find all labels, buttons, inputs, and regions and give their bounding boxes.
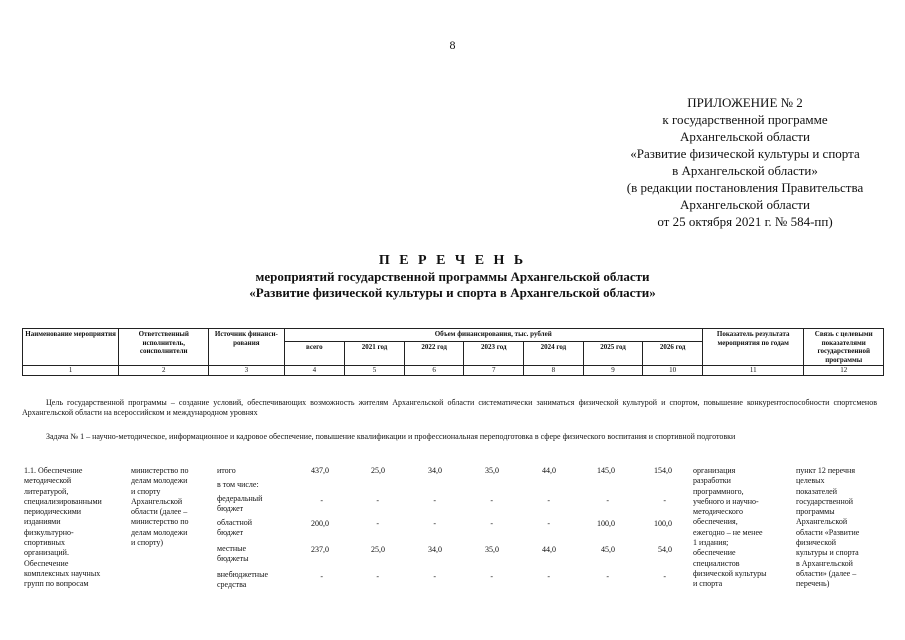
value-2024: 44,0 [542, 466, 556, 475]
value-2026: 154,0 [654, 466, 672, 475]
document-title [0, 252, 905, 301]
row-indicator-line: разработки [693, 476, 731, 486]
value-2024: - [547, 572, 550, 581]
value-2025: 145,0 [597, 466, 615, 475]
source-label: итого [217, 466, 236, 475]
value-2021: 25,0 [371, 466, 385, 475]
source-label: местные бюджеты [217, 544, 249, 564]
header-responsible: Ответственный исполнитель, соисполнители [119, 329, 209, 366]
row-indicator-line: физической культуры [693, 568, 767, 578]
row-link-line: в Архангельской [796, 558, 853, 568]
title-subtitle-2: «Развитие физической культуры и спорта в Архангельской области» [249, 285, 656, 300]
row-name-cell [24, 466, 119, 590]
value-2022: - [433, 519, 436, 528]
row-indicator-line: обеспечения, [693, 517, 738, 527]
row-indicator-line: учебного и научно- [693, 496, 759, 506]
row-indicator-cell [693, 466, 789, 590]
row-name-line: физкультурно- [24, 527, 74, 537]
header-total: всего [284, 342, 345, 366]
row-indicator-line: программного, [693, 486, 744, 496]
value-2023: 35,0 [485, 466, 499, 475]
row-responsible-line: Архангельской [131, 496, 183, 506]
column-number: 7 [464, 366, 524, 376]
value-2026: 100,0 [654, 519, 672, 528]
row-indicator-line: организация [693, 466, 736, 475]
table-header [22, 328, 884, 376]
column-number: 5 [345, 366, 405, 376]
row-name-line: спортивных [24, 538, 65, 548]
column-number: 9 [583, 366, 643, 376]
column-number: 8 [524, 366, 584, 376]
value-2024: 44,0 [542, 545, 556, 554]
value-2021: 25,0 [371, 545, 385, 554]
header-link: Связь с целевыми показателями государственной программы [804, 329, 884, 366]
title-main: П Е Р Е Ч Е Н Ь [378, 253, 527, 268]
program-goal [22, 398, 877, 418]
value-2026: - [663, 496, 666, 505]
column-number: 12 [804, 366, 884, 376]
appendix-line: от 25 октября 2021 г. № 584-пп) [657, 214, 833, 229]
row-responsible-line: и спорту [131, 486, 161, 496]
row-link-line: физической [796, 538, 836, 548]
value-2026: 54,0 [658, 545, 672, 554]
header-volume: Объем финансирования, тыс. рублей [284, 329, 702, 342]
source-label: внебюджетные средства [217, 570, 268, 590]
source-label: федеральный бюджет [217, 494, 263, 514]
row-link-line: Архангельской [796, 517, 848, 527]
row-name-line: комплексных научных [24, 568, 101, 578]
row-indicator-line: методического [693, 507, 744, 517]
value-2026: - [663, 572, 666, 581]
task-1 [22, 432, 877, 442]
value-2023: 35,0 [485, 545, 499, 554]
value-2021: - [376, 519, 379, 528]
row-name-line: периодическими [24, 507, 82, 517]
row-indicator-line: 1 издания; [693, 538, 729, 548]
value-total: - [320, 572, 323, 581]
column-number: 10 [643, 366, 703, 376]
appendix-line: в Архангельской области» [672, 163, 818, 178]
appendix-line: к государственной программе [662, 112, 828, 127]
value-total: 237,0 [311, 545, 329, 554]
row-name-line: Обеспечение [24, 558, 69, 568]
row-name-line: 1.1. Обеспечение [24, 466, 83, 475]
column-number: 3 [209, 366, 284, 376]
header-2026: 2026 год [643, 342, 703, 366]
value-2024: - [547, 519, 550, 528]
appendix-header [585, 94, 905, 230]
header-name: Наименование мероприятия [23, 329, 119, 366]
column-number: 6 [404, 366, 464, 376]
value-2023: - [490, 519, 493, 528]
row-link-line: целевых [796, 476, 825, 486]
value-2022: - [433, 496, 436, 505]
row-name-line: методической [24, 476, 72, 486]
page-number: 8 [449, 38, 456, 52]
source-label: областной бюджет [217, 518, 253, 538]
value-2024: - [547, 496, 550, 505]
row-responsible-line: делам молодежи [131, 476, 188, 486]
value-2025: - [606, 572, 609, 581]
value-2022: 34,0 [428, 545, 442, 554]
header-2023: 2023 год [464, 342, 524, 366]
value-2025: 100,0 [597, 519, 615, 528]
header-2025: 2025 год [583, 342, 643, 366]
row-name-line: литературой, [24, 486, 69, 496]
value-2023: - [490, 496, 493, 505]
header-2021: 2021 год [345, 342, 405, 366]
appendix-line: ПРИЛОЖЕНИЕ № 2 [687, 95, 803, 110]
row-responsible-line: делам молодежи [131, 527, 188, 537]
row-link-line: показателей [796, 486, 837, 496]
row-name-line: организаций. [24, 548, 69, 558]
row-responsible-cell [131, 466, 215, 548]
value-2021: - [376, 496, 379, 505]
row-indicator-line: ежегодно – не менее [693, 527, 763, 537]
appendix-line: (в редакции постановления Правительства [626, 180, 864, 195]
row-indicator-line: обеспечение [693, 548, 736, 558]
column-number: 2 [119, 366, 209, 376]
row-link-line: программы [796, 507, 835, 517]
title-subtitle-1: мероприятий государственной программы Архангельской области [255, 269, 650, 284]
row-link-line: пункт 12 перечня [796, 466, 856, 475]
row-responsible-line: и спорту) [131, 538, 164, 548]
row-link-line: области» (далее – [796, 568, 857, 578]
value-2022: - [433, 572, 436, 581]
row-indicator-line: специалистов [693, 558, 740, 568]
row-link-line: области «Развитие [796, 527, 860, 537]
value-2021: - [376, 572, 379, 581]
row-indicator-line: и спорта [693, 579, 723, 589]
appendix-line: Архангельской области [680, 129, 810, 144]
row-link-line: государственной [796, 496, 854, 506]
row-responsible-line: области (далее – [131, 507, 188, 517]
row-name-line: специализированными [24, 496, 102, 506]
row-name-line: изданиями [24, 517, 61, 527]
header-2022: 2022 год [404, 342, 464, 366]
row-name-line: групп по вопросам [24, 579, 89, 589]
column-number: 1 [23, 366, 119, 376]
row-link-cell [796, 466, 882, 590]
program-goal-text: Цель государственной программы – создание условий, обеспечивающих возможность жителям Архангельской области систематически заниматься физической культурой и спортом, повышение конкурентоспособности спортсменов Архангельской области на всероссийском и международном уровнях [22, 398, 877, 417]
value-2022: 34,0 [428, 466, 442, 475]
value-2023: - [490, 572, 493, 581]
header-indicator: Показатель результата мероприятия по годам [702, 329, 803, 366]
row-link-line: культуры и спорта [796, 548, 859, 558]
value-total: 200,0 [311, 519, 329, 528]
appendix-line: Архангельской области [680, 197, 810, 212]
header-source: Источник финанси-рования [209, 329, 284, 366]
source-label: в том числе: [217, 480, 259, 489]
row-responsible-line: министерство по [131, 466, 189, 475]
value-total: 437,0 [311, 466, 329, 475]
task-1-text: Задача № 1 – научно-методическое, информационное и кадровое обеспечение, повышение квалификации и профессиональная переподготовка в сфере физического воспитания и спортивной подготовки [46, 432, 736, 441]
value-total: - [320, 496, 323, 505]
column-number: 11 [702, 366, 803, 376]
value-2025: - [606, 496, 609, 505]
column-number: 4 [284, 366, 345, 376]
value-2025: 45,0 [601, 545, 615, 554]
row-link-line: перечень) [796, 579, 830, 589]
header-2024: 2024 год [524, 342, 584, 366]
appendix-line: «Развитие физической культуры и спорта [630, 146, 860, 161]
row-responsible-line: министерство по [131, 517, 189, 527]
